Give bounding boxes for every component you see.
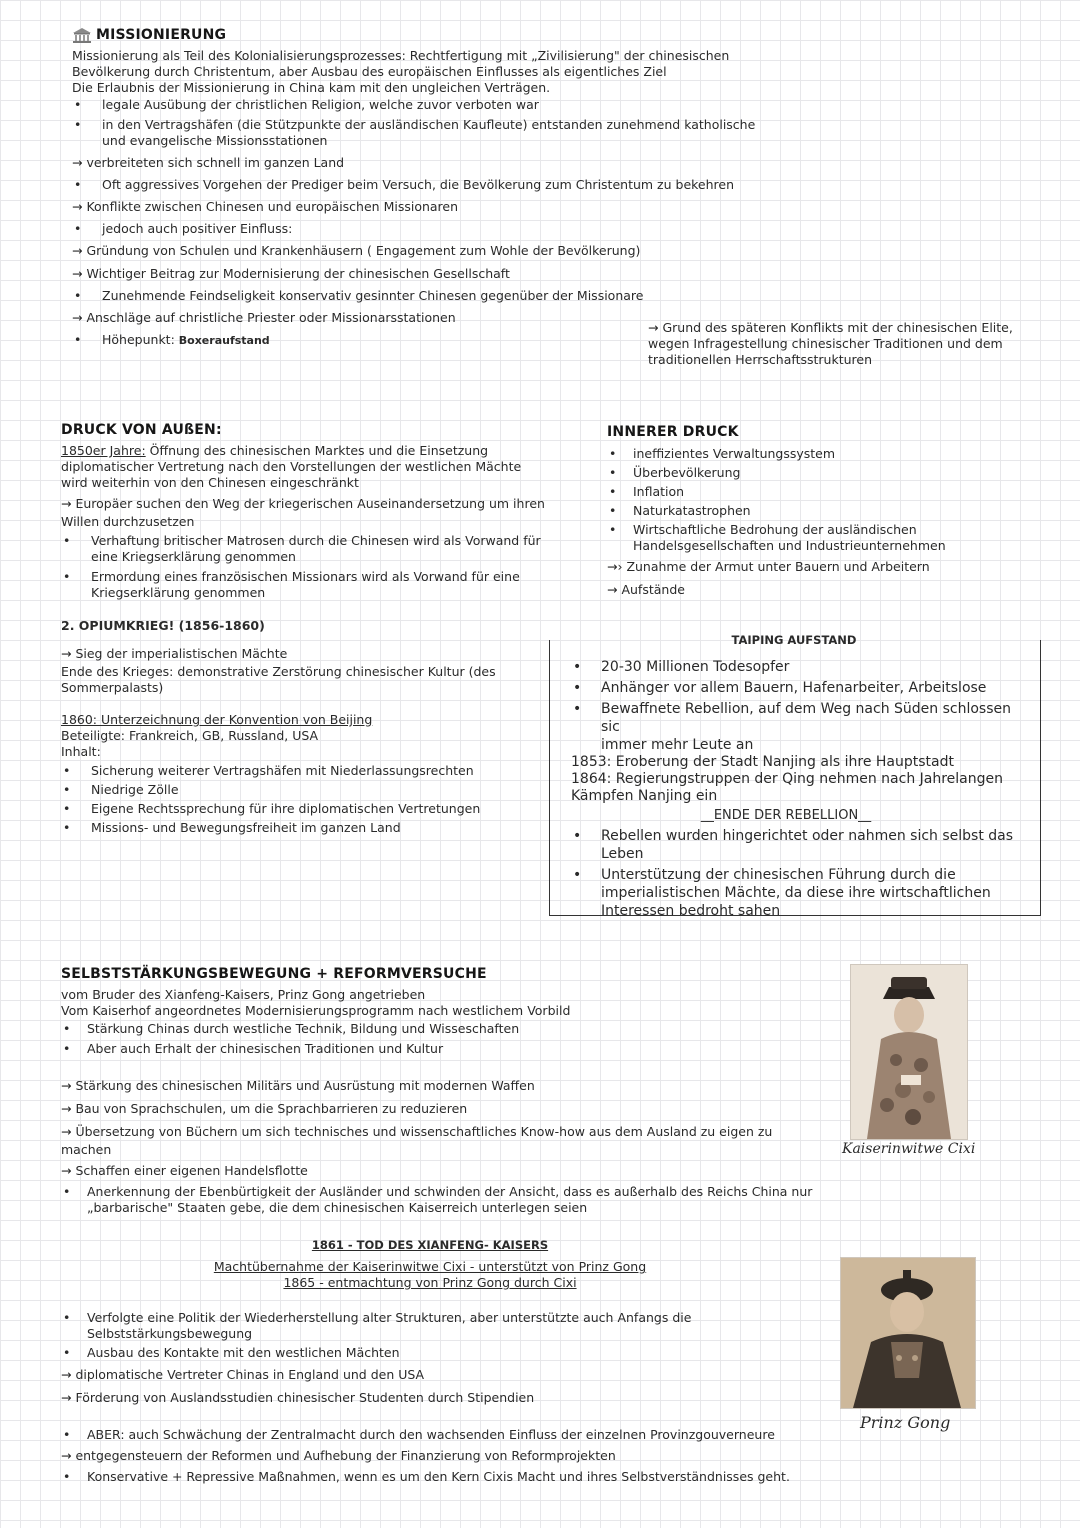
opium-section <box>61 618 551 836</box>
bullet-text: legale Ausübung der christlichen Religion, welche zuvor verboten war <box>102 97 539 112</box>
bullet-text: Sicherung weiterer Vertragshäfen mit Niederlassungsrechten <box>91 763 474 778</box>
bullet-text: • Ermordung eines französischen Missionars wird als Vorwand für eine <box>91 569 520 584</box>
mission-arrow-1: → verbreiteten sich schnell im ganzen Land <box>72 155 345 170</box>
bullet-text: Stärkung Chinas durch westliche Technik, Bildung und Wisseschaften <box>87 1021 520 1036</box>
gong-figure-icon <box>841 1258 975 1408</box>
mission-section <box>72 26 772 349</box>
mission-intro-1: Missionierung als Teil des Kolonialisierungsprozesses: Rechtfertigung mit „Zivilisierung" der chinesischen <box>72 48 730 63</box>
aussen-bullet-1 <box>61 533 561 565</box>
taiping-bullet-1 <box>571 658 1031 676</box>
bullet-text: Missions- und Bewegungsfreiheit im ganzen Land <box>91 820 401 835</box>
aussen-line-1-rest: Öffnung des chinesischen Marktes und die Einsetzung <box>145 443 489 458</box>
boxeraufstand-label: Boxeraufstand <box>178 334 270 347</box>
reform-bullet-3 <box>61 1184 821 1216</box>
mission-bullet-5 <box>72 288 772 304</box>
taiping-bullet-4 <box>571 827 1031 863</box>
bullet-text: • Anerkennung der Ebenbürtigkeit der Ausländer und schwinden der Ansicht, dass es außerhalb des Reichs China nur <box>87 1184 813 1199</box>
bullet-text: 20-30 Millionen Todesopfer <box>601 659 790 675</box>
reform-bullet-1 <box>61 1021 821 1037</box>
bullet-text: immer mehr Leute an <box>601 737 754 753</box>
reform-title: SELBSTSTÄRKUNGSBEWEGUNG + REFORMVERSUCHE <box>61 966 487 982</box>
side-note-line-3: traditionellen Herrschaftsstrukturen <box>648 352 872 367</box>
reform-ent: 1865 - entmachtung von Prinz Gong durch Cixi <box>283 1275 577 1290</box>
bullet-text: • Verhaftung britischer Matrosen durch die Chinesen wird als Vorwand für <box>91 533 541 548</box>
opium-line-2: Sommerpalasts) <box>61 680 164 695</box>
bullet-text: Überbevölkerung <box>633 465 741 480</box>
reform-section <box>61 966 821 1216</box>
aussen-arrow-1a: → Europäer suchen den Weg der kriegerischen Auseinandersetzung um ihren <box>61 496 545 511</box>
reform-line-2: Vom Kaiserhof angeordnetes Modernisierungsprogramm nach westlichem Vorbild <box>61 1003 571 1018</box>
mission-arrow-4: → Wichtiger Beitrag zur Modernisierung der chinesischen Gesellschaft <box>72 266 510 281</box>
bullet-text: ineffizientes Verwaltungssystem <box>633 446 836 461</box>
reform-arrow-3a: → Übersetzung von Büchern um sich technisches und wissenschaftliches Know-how aus dem Ausland zu eigen zu <box>61 1124 773 1139</box>
aussen-arrow-1b: Willen durchzusetzen <box>61 514 195 529</box>
innen-bullet-3 <box>607 484 1047 500</box>
aussen-line-3: wird weiterhin von den Chinesen eingeschränkt <box>61 475 359 490</box>
mission-intro-2: Bevölkerung durch Christentum, aber Ausbau des europäischen Einflusses als eigentliches Ziel <box>72 64 667 79</box>
bullet-text: Anhänger vor allem Bauern, Hafenarbeiter, Arbeitslose <box>601 680 987 696</box>
bullet-text: Handelsgesellschaften und Industrieunternehmen <box>633 538 946 553</box>
opium-title: 2. OPIUMKRIEG! (1856-1860) <box>61 618 265 633</box>
mission-bullet-1 <box>72 97 772 113</box>
reform-line-1: vom Bruder des Xianfeng-Kaisers, Prinz Gong angetrieben <box>61 987 426 1002</box>
bullet-text: ABER: auch Schwächung der Zentralmacht durch den wachsenden Einfluss der einzelnen Provinzgouverneure <box>87 1427 775 1442</box>
mission-arrow-2: → Konflikte zwischen Chinesen und europäischen Missionaren <box>72 199 459 214</box>
mission-side-note <box>648 320 1048 368</box>
reform-arrow-2: → Bau von Sprachschulen, um die Sprachbarrieren zu reduzieren <box>61 1101 468 1116</box>
mission-header <box>72 26 772 44</box>
aussen-bullet-2 <box>61 569 561 601</box>
side-note-line-2: wegen Infragestellung chinesischer Traditionen und dem <box>648 336 1003 351</box>
mission-bullet-3 <box>72 177 772 193</box>
opium-bullet-4 <box>61 820 551 836</box>
bullet-text: • Wirtschaftliche Bedrohung der ausländischen <box>633 522 917 537</box>
taiping-1864a: 1864: Regierungstruppen der Qing nehmen nach Jahrelangen <box>571 771 1003 787</box>
innen-bullet-1 <box>607 446 1047 462</box>
reform-bullet-6 <box>61 1427 821 1443</box>
reform-arrow-7: → entgegensteuern der Reformen und Aufhebung der Finanzierung von Reformprojekten <box>61 1448 616 1463</box>
taiping-1864b: Kämpfen Nanjing ein <box>571 788 718 804</box>
reform-tod: 1861 - TOD DES XIANFENG- KAISERS <box>311 1238 549 1252</box>
reform-centered-block <box>200 1237 660 1291</box>
bullet-text: Kriegserklärung genommen <box>91 585 266 600</box>
taiping-section <box>571 632 1031 920</box>
gong-caption: Prinz Gong <box>860 1413 951 1432</box>
taiping-1853: 1853: Eroberung der Stadt Nanjing als ihre Hauptstadt <box>571 754 954 770</box>
reform-lower <box>61 1310 821 1485</box>
reform-macht: Machtübernahme der Kaiserinwitwe Cixi - unterstützt von Prinz Gong <box>213 1259 647 1274</box>
aussen-date: 1850er Jahre: <box>61 443 146 458</box>
bullet-text: Leben <box>601 846 644 862</box>
reform-bullet-7 <box>61 1469 821 1485</box>
bullet-text: • Unterstützung der chinesischen Führung durch die <box>601 867 956 883</box>
bullet-text: „barbarische" Staaten gebe, die dem chinesischen Kaiserreich unterlegen seien <box>87 1200 588 1215</box>
opium-arrow-1: → Sieg der imperialistischen Mächte <box>61 646 288 661</box>
innen-bullet-4 <box>607 503 1047 519</box>
innen-title: INNERER DRUCK <box>607 424 739 440</box>
bullet-text: • in den Vertragshäfen (die Stützpunkte der ausländischen Kaufleute) entstanden zunehmend katholische <box>102 117 756 132</box>
innen-arrow-2: → Aufstände <box>607 582 685 597</box>
mission-intro-3: Die Erlaubnis der Missionierung in China kam mit den ungleichen Verträgen. <box>72 80 551 95</box>
aussen-section <box>61 422 561 601</box>
mission-bullet-4 <box>72 221 772 237</box>
bullet-text: Naturkatastrophen <box>633 503 751 518</box>
reform-bullet-4 <box>61 1310 821 1342</box>
reform-arrow-5: → diplomatische Vertreter Chinas in England und den USA <box>61 1367 425 1382</box>
opium-bullet-1 <box>61 763 551 779</box>
opium-inhalt: Inhalt: <box>61 744 101 759</box>
bullet-text: Zunehmende Feindseligkeit konservativ gesinnter Chinesen gegenüber der Missionare <box>102 288 644 303</box>
innen-section <box>607 424 1047 598</box>
bullet-text: • Bewaffnete Rebellion, auf dem Weg nach Süden schlossen sic <box>601 701 1011 735</box>
reform-bullet-5 <box>61 1345 821 1361</box>
bullet-text: Aber auch Erhalt der chinesischen Traditionen und Kultur <box>87 1041 444 1056</box>
cixi-portrait <box>850 964 968 1140</box>
opium-bullet-2 <box>61 782 551 798</box>
reform-arrow-4: → Schaffen einer eigenen Handelsflotte <box>61 1163 308 1178</box>
aussen-title: DRUCK VON AUßEN: <box>61 422 222 438</box>
bullet-text: Höhepunkt: <box>102 332 179 347</box>
mission-title: MISSIONIERUNG <box>96 27 227 43</box>
innen-bullet-5 <box>607 522 1047 554</box>
taiping-title: TAIPING AUFSTAND <box>731 633 857 647</box>
side-note-line-1: → Grund des späteren Konflikts mit der chinesischen Elite, <box>648 320 1013 335</box>
bullet-text: Konservative + Repressive Maßnahmen, wenn es um den Kern Cixis Macht und ihres Selbstverständnisses geht. <box>87 1469 790 1484</box>
bullet-text: und evangelische Missionsstationen <box>102 133 328 148</box>
bullet-text: Oft aggressives Vorgehen der Prediger beim Versuch, die Bevölkerung zum Christentum zu bekehren <box>102 177 735 192</box>
bullet-text: Niedrige Zölle <box>91 782 179 797</box>
bullet-text: imperialistischen Mächte, da diese ihre wirtschaftlichen <box>601 885 991 901</box>
opium-participants: Beteiligte: Frankreich, GB, Russland, USA <box>61 728 319 743</box>
reform-arrow-6: → Förderung von Auslandsstudien chinesischer Studenten durch Stipendien <box>61 1390 535 1405</box>
bullet-text: Eigene Rechtssprechung für ihre diplomatischen Vertretungen <box>91 801 481 816</box>
opium-bullet-3 <box>61 801 551 817</box>
taiping-bullet-5 <box>571 866 1031 920</box>
bullet-text: eine Kriegserklärung genommen <box>91 549 296 564</box>
bullet-text: Ausbau des Kontakte mit den westlichen Mächten <box>87 1345 400 1360</box>
innen-bullet-2 <box>607 465 1047 481</box>
mission-arrow-3: → Gründung von Schulen und Krankenhäusern ( Engagement zum Wohle der Bevölkerung) <box>72 243 641 258</box>
reform-arrow-1: → Stärkung des chinesischen Militärs und Ausrüstung mit modernen Waffen <box>61 1078 535 1093</box>
cixi-figure-icon <box>851 965 967 1139</box>
opium-line-1: Ende des Krieges: demonstrative Zerstörung chinesischer Kultur (des <box>61 664 496 679</box>
aussen-line-1 <box>61 443 561 459</box>
bullet-text: jedoch auch positiver Einfluss: <box>102 221 293 236</box>
bullet-text: Selbststärkungsbewegung <box>87 1326 253 1341</box>
cixi-caption: Kaiserinwitwe Cixi <box>842 1141 976 1157</box>
taiping-bullet-2 <box>571 679 1031 697</box>
bullet-text: • Verfolgte eine Politik der Wiederherstellung alter Strukturen, aber unterstützte auch Anfangs die <box>87 1310 692 1325</box>
opium-convention: 1860: Unterzeichnung der Konvention von Beijing <box>61 712 373 727</box>
mission-bullet-2 <box>72 117 772 149</box>
building-icon <box>72 27 92 43</box>
bullet-text: Interessen bedroht sahen <box>601 903 781 919</box>
gong-portrait <box>840 1257 976 1409</box>
taiping-bullet-3 <box>571 700 1031 754</box>
bullet-text: Inflation <box>633 484 685 499</box>
bullet-text: • Rebellen wurden hingerichtet oder nahmen sich selbst das <box>601 828 1014 844</box>
mission-arrow-5: → Anschläge auf christliche Priester oder Missionarsstationen <box>72 310 456 325</box>
innen-arrow-1: →› Zunahme der Armut unter Bauern und Arbeitern <box>607 559 930 574</box>
aussen-line-2: diplomatischer Vertretung nach den Vorstellungen der westlichen Mächte <box>61 459 522 474</box>
taiping-ende: __ENDE DER REBELLION__ <box>700 808 872 823</box>
reform-bullet-2 <box>61 1041 821 1057</box>
reform-arrow-3b: machen <box>61 1142 112 1157</box>
